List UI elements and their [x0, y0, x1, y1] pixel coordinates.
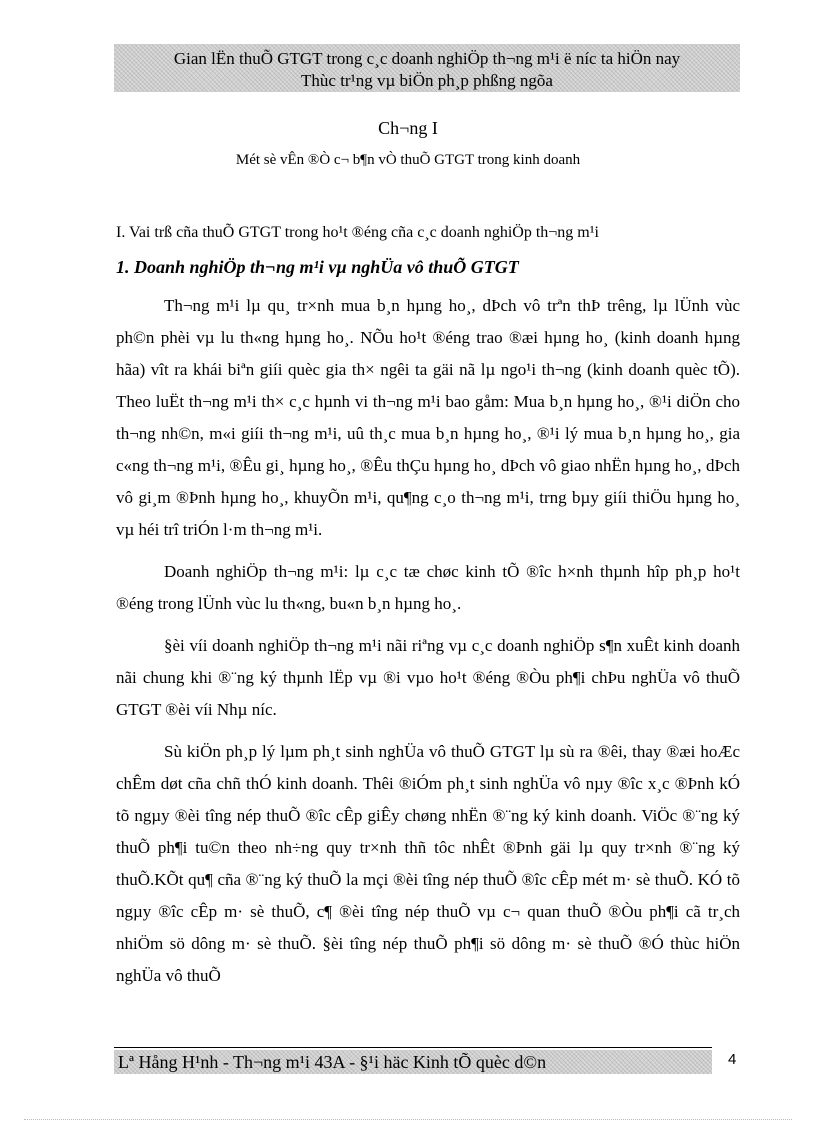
body-paragraph: §èi víi doanh nghiÖp th¬ng m¹i nãi riªng vµ c¸c doanh nghiÖp s¶n xuÊt kinh doanh nãi chung khi ®¨ng ký thµnh lËp vµ ®i vµo ho¹t ®éng ®Òu ph¶i chÞu nghÜa vô thuÕ GTGT ®èi víi Nhµ níc.: [116, 636, 740, 719]
header-title-line2: Thùc tr¹ng vµ biÖn ph¸p phßng ngõa: [301, 71, 553, 90]
body-paragraph: Th¬ng m¹i lµ qu¸ tr×nh mua b¸n hµng ho¸, dÞch vô trªn thÞ trêng, lµ lÜnh vùc ph©n phèi vµ lu th«ng hµng ho¸. NÕu ho¹t ®éng trao ®æi hµng ho¸ (kinh doanh hµng hãa) vît ra khái biªn giíi quèc gia th× ngêi ta gäi nã lµ ngo¹i th¬ng (kinh doanh quèc tÕ). Theo luËt th¬ng m¹i th× c¸c hµnh vi th¬ng m¹i bao gåm: Mua b¸n hµng ho¸, ®¹i diÖn cho th¬ng nh©n, m«i giíi th¬ng m¹i, uû th¸c mua b¸n hµng ho¸, ®¹i lý mua b¸n hµng ho¸, gia c«ng th¬ng m¹i, ®Êu gi¸ hµng ho¸, ®Êu thÇu hµng ho¸ dÞch vô giao nhËn hµng ho¸, dÞch vô gi¸m ®Þnh hµng ho¸, khuyÕn m¹i, qu¶ng c¸o th¬ng m¹i, trng bµy giíi thiÖu hµng ho¸ vµ héi trî triÓn l·m th¬ng m¹i.: [116, 296, 740, 539]
page-number: 4: [728, 1051, 737, 1068]
footer-author: Lª Hång H¹nh - Th¬ng m¹i 43A - §¹i häc Kinh tÕ quèc d©n: [114, 1050, 712, 1074]
chapter-title: Ch¬ng I: [378, 118, 438, 138]
body-paragraph: Sù kiÖn ph¸p lý lµm ph¸t sinh nghÜa vô thuÕ GTGT lµ sù ra ®êi, thay ®æi hoÆc chÊm døt cña chñ thÓ kinh doanh. Thêi ®iÓm ph¸t sinh nghÜa vô nµy ®îc x¸c ®Þnh kÓ tõ ngµy ®èi tîng nép thuÕ ®îc cÊp giÊy chøng nhËn ®¨ng ký kinh doanh. ViÖc ®¨ng ký thuÕ ph¶i tu©n theo nh÷ng quy tr×nh thñ tôc nhÊt ®Þnh gäi lµ quy tr×nh ®¨ng ký thuÕ.KÕt qu¶ cña ®¨ng ký thuÕ la mçi ®èi tîng nép thuÕ ®îc cÊp mét m· sè thuÕ. KÓ tõ ngµy ®îc cÊp m· sè thuÕ, c¶ ®èi tîng nép thuÕ vµ c¬ quan thuÕ ®Òu ph¶i cã tr¸ch nhiÖm sö dông m· sè thuÕ. §èi tîng nép thuÕ ph¶i sö dông m· sè thuÕ ®Ó thùc hiÖn nghÜa vô thuÕ: [116, 742, 740, 985]
body-text: [116, 290, 740, 1002]
body-paragraph: Doanh nghiÖp th¬ng m¹i: lµ c¸c tæ chøc kinh tÕ ®îc h×nh thµnh hîp ph¸p ho¹t ®éng trong lÜnh vùc lu th«ng, bu«n b¸n hµng ho¸.: [116, 562, 740, 613]
chapter-subtitle: Mét sè vÊn ®Ò c¬ b¶n vÒ thuÕ GTGT trong kinh doanh: [235, 152, 581, 168]
page-edge-divider: [24, 1119, 792, 1120]
section-heading: I. Vai trß cña thuÕ GTGT trong ho¹t ®éng cña c¸c doanh nghiÖp th¬ng m¹i: [116, 224, 599, 241]
subsection-heading: 1. Doanh nghiÖp th¬ng m¹i vµ nghÜa vô thuÕ GTGT: [116, 257, 519, 277]
header-title-line1: Gian lËn thuÕ GTGT trong c¸c doanh nghiÖp th¬ng m¹i ë níc ta hiÖn nay: [173, 49, 681, 68]
footer-divider: [114, 1047, 712, 1048]
document-header: [114, 44, 740, 92]
